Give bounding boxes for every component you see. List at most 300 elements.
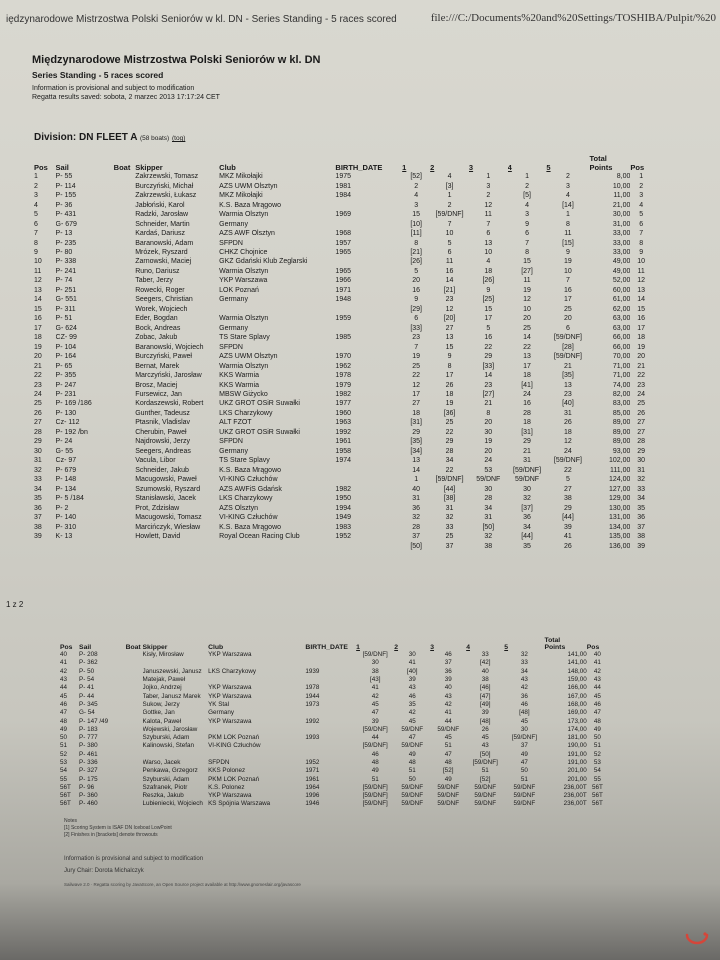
cell-r2: 43 [408, 684, 416, 692]
col2-race-3: 3 [430, 644, 434, 651]
cell-total: 236,00T [563, 800, 587, 808]
col2-pos-right: Pos [586, 644, 600, 651]
col-boat: Boat [113, 163, 131, 172]
cell-sail: P- 54 [79, 676, 95, 684]
cell-club: YKP Warszawa [208, 684, 252, 692]
cell-total: 141,00 [567, 651, 587, 659]
cell-birth: 1978 [335, 372, 351, 380]
cell-skipper: Szyburski, Adam [142, 775, 190, 783]
cell-final-pos: 18 [637, 334, 646, 342]
cell-sail: K- 13 [55, 533, 73, 541]
cell-r1: 3 [414, 201, 419, 209]
cell-pos: 15 [34, 305, 42, 313]
cell-r5: [59/DNF] [511, 734, 537, 742]
cell-birth [335, 466, 402, 475]
cell-total: 49,00 [612, 267, 631, 275]
cell-r1: 6 [414, 315, 419, 323]
cell-r5: [59/DNF] [553, 353, 582, 361]
cell-r1: [31] [410, 419, 422, 427]
cell-r3: 16 [484, 334, 493, 342]
col-race-3: 3 [468, 163, 474, 172]
cell-pos: 29 [34, 438, 42, 446]
cell-pos: 31 [34, 457, 42, 465]
cell-r3: 34 [484, 504, 493, 512]
footer-jury-chair: Jury Chair: Dorota Michalczyk [64, 868, 144, 874]
cell-r4: 59/DNF [514, 476, 540, 484]
cell-club: Germany [219, 296, 248, 304]
table-row [34, 229, 652, 238]
notes-block [64, 818, 172, 839]
print-header-title: iędzynarodowe Mistrzostwa Polski Seniorów w kl. DN - Series Standing - 5 races scored [6, 14, 397, 25]
table-row [34, 447, 652, 456]
cell-r5: 24 [564, 447, 572, 455]
cell-boat [126, 726, 143, 734]
table-row [34, 238, 652, 247]
cell-final-pos: 53 [593, 759, 601, 766]
cell-r4: [5] [523, 192, 531, 200]
cell-total: 83,00 [612, 400, 631, 408]
cell-r5: 3 [565, 182, 570, 190]
cell-r2: 12 [445, 305, 454, 313]
table-row [34, 314, 652, 323]
cell-skipper: Eder, Bogdan [135, 315, 178, 323]
cell-skipper: Seegers, Christian [135, 296, 193, 304]
cell-sail: P- 679 [55, 466, 77, 474]
cell-r3: 7 [486, 220, 491, 228]
cell-final-pos: 56T [591, 800, 603, 808]
cell-birth: 1949 [335, 514, 351, 522]
cell-r2: 33 [445, 523, 454, 531]
col2-boat: Boat [125, 644, 141, 651]
cell-final-pos: 10 [637, 258, 646, 266]
cell-club: TS Stare Splavy [219, 457, 270, 465]
cell-r2: 15 [445, 343, 454, 351]
cell-r2: 35 [408, 700, 416, 708]
table-row [34, 210, 652, 219]
note-1: [1] Scoring System is ISAF DN Iceboat LowPoint [64, 825, 172, 831]
cell-r5: [44] [562, 514, 574, 522]
cell-birth: 1979 [335, 381, 351, 389]
cell-total: 31,00 [612, 220, 631, 228]
cell-birth [305, 751, 356, 759]
cell-skipper: Brosz, Maciej [135, 381, 178, 389]
cell-r1: 31 [412, 495, 421, 503]
toggle-link[interactable]: (tog) [172, 135, 186, 142]
cell-club: UKŻ GROT OSiR Suwałki [219, 400, 300, 408]
cell-pos: 53 [60, 759, 68, 766]
cell-r5: [15] [562, 239, 574, 247]
cell-r5: 20 [564, 315, 572, 323]
cell-r3: 14 [484, 372, 493, 380]
cell-final-pos: 56T [591, 792, 603, 800]
cell-boat [114, 324, 136, 333]
cell-pos: 39 [34, 533, 42, 541]
cell-r1: [35] [410, 438, 422, 446]
cell-r4: [27] [521, 267, 533, 275]
cell-total: 148,00 [567, 667, 587, 675]
cell-club: ALT FZOT [219, 419, 252, 427]
cell-pos: 9 [34, 248, 38, 256]
cell-r4: 29 [523, 438, 531, 446]
cell-birth: 1946 [305, 800, 320, 808]
print-header [0, 0, 720, 26]
cell-total: 181,00 [567, 734, 587, 742]
cell-pos: 13 [34, 286, 42, 294]
cell-r4: [42] [479, 659, 491, 667]
cell-r1: [29] [410, 305, 422, 313]
cell-skipper: Macugowski, Paweł [135, 476, 197, 484]
cell-birth: 1992 [305, 717, 320, 725]
cell-r2: 6 [447, 248, 452, 256]
table-row [60, 692, 608, 700]
table-row [34, 295, 652, 304]
cell-total: 71,00 [612, 362, 631, 370]
cell-r4: 10 [523, 305, 531, 313]
cell-birth: 1975 [335, 173, 351, 181]
cell-r4: [31] [521, 428, 533, 436]
cell-r4: 19 [523, 286, 531, 294]
cell-r3: 8 [486, 409, 491, 417]
cell-r1: 41 [371, 684, 379, 692]
cell-skipper: Taber, Janusz Marek [142, 692, 201, 700]
cell-r4: 22 [523, 343, 531, 351]
cell-r3: 59/DNF [437, 800, 460, 808]
cell-birth: 1982 [335, 485, 351, 493]
cell-pos: 28 [34, 428, 42, 436]
cell-sail: P- 777 [79, 734, 98, 742]
cell-r3: 4 [486, 258, 491, 266]
cell-pos: 52 [60, 750, 68, 758]
cell-total: 82,00 [612, 391, 631, 399]
cell-skipper: Fursewicz, Jan [135, 391, 182, 399]
cell-r2: [3] [445, 182, 454, 190]
cell-boat [114, 475, 136, 484]
cell-club: YKP Warszawa [208, 692, 252, 700]
cell-pos: 56T [60, 792, 71, 800]
cell-skipper: Żarnowski, Maciej [135, 258, 192, 266]
cell-skipper: Prot, Zdzisław [135, 504, 180, 512]
cell-r1: 18 [412, 409, 421, 417]
cell-r1: [59/DNF] [362, 792, 388, 800]
cell-r2: 18 [445, 391, 454, 399]
cell-r2: 34 [445, 457, 454, 465]
cell-club: AZS AWF Olsztyn [219, 230, 275, 238]
cell-pos: 11 [34, 267, 42, 275]
cell-birth [335, 342, 402, 351]
cell-club: TS Stare Splavy [219, 334, 270, 342]
cell-r2: 48 [408, 759, 416, 766]
cell-total: 201,00 [567, 767, 587, 775]
cell-birth: 1962 [335, 362, 351, 370]
cell-r3: 11 [484, 211, 492, 219]
cell-r4: [44] [521, 533, 533, 541]
cell-total: 66,00 [612, 343, 631, 351]
cell-boat [126, 742, 143, 750]
cell-sail: G- 551 [55, 296, 77, 304]
cell-skipper: Rowecki, Roger [135, 286, 185, 294]
cell-pos: 25 [34, 400, 42, 408]
cell-r4: 18 [523, 372, 531, 380]
col-sail: Sail [55, 163, 69, 172]
table-row [34, 333, 652, 342]
cell-pos: 17 [34, 324, 42, 332]
cell-r4: [48] [479, 717, 491, 725]
cell-skipper: Bock, Andreas [135, 324, 181, 332]
cell-club: CHKŻ Chojnice [219, 248, 268, 256]
cell-club [208, 659, 305, 667]
cell-r5: 26 [564, 419, 572, 427]
cell-boat [126, 767, 143, 775]
cell-boat [114, 456, 136, 465]
col2-race-2: 2 [394, 644, 399, 651]
cell-skipper: Lubieniecki, Wojciech [142, 800, 203, 808]
cell-total: 131,00 [608, 514, 631, 522]
cell-r5: 42 [520, 684, 528, 692]
cell-r5: 12 [564, 438, 572, 446]
cell-club: LKS Charzykowy [219, 409, 273, 417]
cell-r1: [59/DNF] [362, 651, 388, 659]
cell-club: YK Stal [208, 700, 230, 708]
cell-r1: [11] [410, 230, 422, 238]
cell-boat [114, 409, 136, 418]
cell-r2: 59/DNF [401, 725, 424, 733]
division-label: Division: DN FLEET A [34, 132, 138, 143]
cell-r3: 39 [444, 676, 452, 684]
cell-final-pos: 23 [637, 381, 646, 389]
table-row [60, 659, 608, 667]
cell-total: 66,00 [612, 334, 631, 342]
cell-total: 33,00 [612, 230, 631, 238]
cell-club: KKS Warmia [219, 372, 259, 380]
cell-final-pos: 12 [637, 277, 646, 285]
cell-r3: 40 [444, 684, 452, 692]
regatta-title: Międzynarodowe Mistrzostwa Polski Seniorów w kl. DN [32, 54, 321, 66]
cell-total: 85,00 [612, 409, 631, 417]
cell-skipper: Baranowski, Adam [135, 239, 194, 247]
cell-birth [335, 219, 402, 228]
table-row [60, 784, 608, 792]
cell-r1: 14 [412, 466, 421, 474]
cell-r4: [52] [479, 775, 491, 783]
cell-total: 201,00 [567, 775, 587, 783]
cell-r2: 11 [445, 258, 454, 266]
cell-club: Warmia Olsztyn [219, 267, 269, 275]
cell-r4: 45 [481, 734, 489, 742]
results-table-page2 [60, 637, 608, 809]
cell-r3: 41 [444, 709, 452, 717]
cell-r3: 24 [484, 457, 493, 465]
cell-r5: 25 [564, 305, 572, 313]
cell-r2: 45 [408, 717, 416, 725]
cell-pos: 26 [34, 409, 42, 417]
cell-r1: 51 [371, 775, 379, 783]
cell-r5: 34 [520, 667, 528, 675]
table-row [60, 792, 608, 800]
cell-r4: 33 [481, 651, 489, 659]
cell-r3: 1 [486, 173, 491, 181]
cell-r2: 29 [445, 438, 454, 446]
cell-pos: 10 [34, 258, 42, 266]
cell-club: AZS UWM Olsztyn [219, 353, 278, 361]
cell-sail: G- 55 [55, 447, 74, 455]
cell-total: 52,00 [612, 277, 631, 285]
cell-r4: 15 [523, 258, 531, 266]
cell-final-pos: 37 [637, 523, 646, 531]
table-row [34, 172, 652, 181]
col2-club: Club [208, 644, 224, 651]
cell-total: 102,00 [608, 457, 631, 465]
cell-r5: 43 [520, 676, 528, 684]
cell-final-pos: 24 [637, 391, 646, 399]
cell-boat [126, 717, 143, 725]
cell-r1: 5 [414, 267, 419, 275]
cell-pos [34, 541, 56, 550]
cell-r1: 8 [414, 239, 419, 247]
cell-r5: 39 [564, 523, 572, 531]
cell-r4: 4 [525, 201, 529, 209]
cell-total: 71,00 [612, 372, 631, 380]
cell-pos: 30 [34, 447, 42, 455]
cell-boat [126, 759, 143, 767]
cell-birth [335, 324, 402, 333]
table-row [34, 475, 652, 484]
cell-r4: [37] [521, 504, 533, 512]
cell-r4: 32 [523, 495, 531, 503]
cell-pos: 55 [60, 775, 68, 783]
cell-r2: 14 [445, 277, 454, 285]
table-row [60, 651, 608, 659]
cell-r5: 8 [565, 220, 570, 228]
cell-skipper: Seegers, Andreas [135, 447, 191, 455]
cell-r4: 2 [525, 182, 529, 190]
cell-r4: [49] [479, 700, 491, 708]
cell-r5: 29 [564, 504, 572, 512]
cell-pos: 33 [34, 476, 42, 484]
table2-header-row [60, 637, 608, 651]
cell-pos: 16 [34, 315, 42, 323]
cell-sail: P- 355 [55, 372, 77, 380]
table-row [34, 286, 652, 295]
cell-r5: 23 [564, 391, 572, 399]
cell-skipper: Wojewski, Jarosław [142, 725, 198, 733]
cell-boat [114, 333, 136, 342]
cell-total: 169,00 [567, 709, 587, 717]
cell-pos: 2 [34, 182, 38, 190]
table-row [34, 428, 652, 437]
cell-final-pos: 35 [637, 504, 646, 512]
cell-birth: 1959 [335, 315, 351, 323]
cell-club: AZS AWFiS Gdańsk [219, 485, 282, 493]
cell-birth: 1981 [335, 182, 351, 190]
cell-birth: 1971 [305, 767, 320, 775]
table-row [60, 800, 608, 808]
cell-r1: 2 [414, 182, 419, 190]
cell-r1: 47 [371, 709, 379, 717]
table-row [34, 541, 652, 550]
cell-r4: 28 [523, 409, 531, 417]
cell-club: Germany [219, 324, 248, 332]
cell-pos: 40 [60, 651, 68, 659]
cell-r3: 32 [484, 533, 493, 541]
cell-total: 130,00 [608, 504, 631, 512]
cell-r5: [59/DNF] [553, 334, 582, 342]
cell-club [208, 676, 305, 684]
cell-club [219, 541, 335, 550]
cell-r1: [33] [410, 324, 422, 332]
cell-skipper: Kisły, Mirosław [142, 651, 184, 659]
cell-r3: 30 [484, 428, 493, 436]
cell-club: VI-KING Człuchów [208, 742, 261, 750]
col2-birth: BIRTH_DATE [305, 644, 348, 651]
cell-club: GKŻ Gdański Klub Żeglarski [219, 258, 308, 266]
cell-r2: 7 [447, 220, 452, 228]
results-body-page1 [34, 172, 652, 551]
cell-club [208, 751, 305, 759]
cell-r1: [59/DNF] [362, 783, 388, 791]
cell-r4: 30 [523, 485, 531, 493]
cell-r2: [21] [443, 286, 456, 294]
print-header-url: file:///C:/Documents%20and%20Settings/TOSHIBA/Pulpit/%20 [430, 12, 716, 24]
cell-club: PKM LOK Poznań [208, 734, 260, 742]
cell-r1: 16 [412, 286, 421, 294]
cell-boat [126, 659, 143, 667]
cell-boat [114, 522, 136, 531]
cell-club: SFPDN [219, 438, 243, 446]
cell-r4: 59/DNF [474, 783, 497, 791]
cell-r3: 59/DNF [437, 783, 460, 791]
cell-r1: 36 [412, 504, 421, 512]
col-club: Club [219, 163, 236, 172]
cell-final-pos: 7 [639, 230, 644, 238]
cell-birth: 1965 [335, 267, 351, 275]
table-row [34, 248, 652, 257]
cell-r1: 42 [371, 692, 379, 700]
cell-final-pos: 41 [593, 659, 601, 667]
cell-skipper: Gunther, Tadeusz [135, 409, 190, 417]
cell-boat [126, 676, 143, 684]
cell-club [219, 305, 335, 314]
cell-r5: 31 [564, 409, 572, 417]
cell-pos: 7 [34, 230, 38, 238]
cell-r1: 32 [412, 514, 421, 522]
cell-sail: P- 336 [79, 759, 98, 766]
cell-boat [114, 390, 136, 399]
cell-total: 11,00 [613, 192, 631, 200]
cell-birth: 1983 [335, 523, 351, 531]
table-row [60, 775, 608, 783]
cell-r1: [21] [410, 248, 422, 256]
cell-r1: 17 [412, 391, 421, 399]
col-race-2: 2 [430, 163, 435, 172]
cell-r3: [25] [482, 296, 495, 304]
cell-final-pos: 42 [593, 667, 601, 675]
cell-r5: 41 [564, 533, 572, 541]
cell-r2: 31 [445, 504, 454, 512]
cell-r3: [27] [482, 391, 495, 399]
results-body-page2 [60, 651, 608, 809]
cell-r2: 39 [408, 676, 416, 684]
cell-pos: 50 [60, 734, 68, 742]
cell-r4: [46] [479, 684, 491, 692]
cell-r5: 17 [564, 296, 572, 304]
cell-club: UKŻ GROT OSiR Suwałki [219, 428, 300, 436]
table-row [34, 305, 652, 314]
cell-skipper: Schneider, Martin [135, 220, 190, 228]
cell-club: MKŻ Mikołajki [219, 173, 263, 181]
cell-sail: P- 251 [55, 286, 77, 294]
table-row [60, 668, 608, 676]
cell-r1: 29 [412, 428, 421, 436]
